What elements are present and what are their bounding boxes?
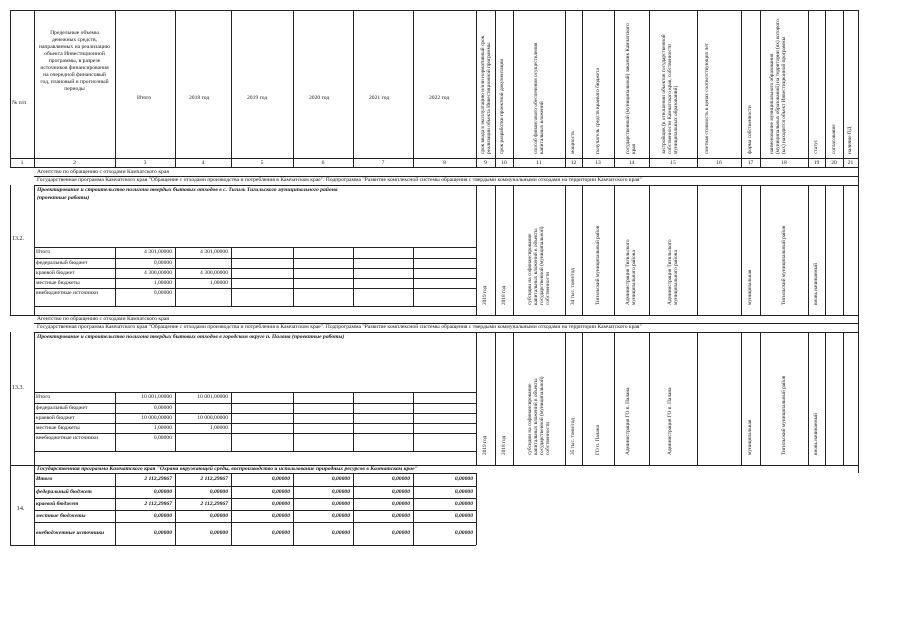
finance-total: 0,00000	[153, 488, 172, 495]
header-2019: 2019 год	[247, 95, 268, 101]
finance-label: Итого	[36, 393, 51, 400]
header-c12: мощность	[570, 131, 577, 154]
column-number: 16	[716, 159, 722, 166]
table-rule	[34, 185, 35, 315]
table-rule	[858, 10, 859, 167]
header-2018: 2018 год	[189, 95, 210, 101]
finance-label: краевой бюджет	[36, 500, 79, 507]
table-rule	[808, 332, 809, 465]
table-rule	[353, 392, 354, 451]
table-rule	[10, 185, 11, 315]
finance-total: 0,00000	[153, 404, 172, 411]
header-c18: наименование муниципального образования (муниципальных образований) на территории (ях) которого (ых) находится объект Инвестиционной программы	[768, 19, 787, 154]
finance-2018: 1,00000	[209, 279, 228, 286]
table-rule	[34, 498, 476, 499]
finance-y2021: 0,00000	[391, 488, 410, 495]
table-rule	[293, 392, 294, 451]
finance-y2020: 0,00000	[331, 488, 350, 495]
finance-2018: 4 301,00000	[200, 248, 228, 255]
table-rule	[34, 185, 858, 186]
finance-total: 10 000,00000	[141, 414, 172, 421]
cell-c14: Администрация Тигильского муниципального района	[625, 239, 638, 305]
table-rule	[697, 10, 698, 167]
finance-label: местные бюджеты	[36, 512, 86, 519]
finance-label: местные бюджеты	[36, 279, 80, 286]
header-2021: 2021 год	[369, 95, 390, 101]
finance-total: 0,00000	[153, 530, 172, 536]
table-rule	[495, 185, 496, 315]
column-number: 17	[747, 159, 754, 166]
table-rule	[175, 392, 176, 451]
finance-2018: 10 001,00000	[197, 393, 228, 400]
table-rule	[760, 185, 761, 315]
table-rule	[413, 247, 414, 306]
finance-label: внебюджетные источники	[36, 289, 99, 296]
finance-y2022: 0,00000	[454, 512, 473, 519]
agency-title: Агентство по обращению с отходами Камчатского края	[37, 168, 169, 175]
table-rule	[582, 332, 583, 465]
table-rule	[843, 332, 844, 465]
header-description: Предельные объемы денежных средств, направляемых на реализацию объекта Инвестиционной программы, в разрезе источников финансирования на очередной финансовый год, плановый и прогнозный периоды	[39, 30, 110, 92]
table-rule	[34, 473, 476, 474]
column-number: 8	[443, 159, 446, 166]
table-rule	[565, 185, 566, 315]
table-rule	[413, 392, 414, 451]
finance-total: 0,00000	[153, 289, 172, 296]
table-rule	[808, 10, 809, 167]
program-title: Государственная программа Камчатского края "Обращение с отходами производства и потребления в Камчатском крае". Подпрограмма "Развитие комплексной системы обращения с твердыми коммунальными отходами на территории Камчатского края"	[37, 177, 642, 183]
finance-y2021: 0,00000	[391, 512, 410, 519]
table-rule	[649, 10, 650, 167]
table-rule	[10, 465, 11, 545]
table-rule	[649, 332, 650, 465]
finance-y2021: 0,00000	[391, 476, 410, 482]
agency-title: Агентство по обращению с отходами Камчатского края	[37, 315, 169, 322]
finance-y2020: 0,00000	[331, 476, 350, 482]
column-number: 4	[201, 159, 205, 166]
cell-c15: Администрация Тигильского муниципального района	[666, 239, 679, 305]
finance-y2019: 0,00000	[271, 530, 290, 536]
cell-c17: муниципальная	[747, 419, 754, 455]
finance-total: 0,00000	[153, 259, 172, 266]
finance-total: 1,00000	[153, 279, 172, 286]
finance-total: 1,00000	[153, 424, 172, 431]
project-title: Проектирование и строительство полигона твердых бытовых отходов в городском округе п. Палана (проектные работы)	[37, 334, 345, 340]
cell-c19: вновь начинаемый	[813, 263, 820, 305]
table-rule	[582, 185, 583, 315]
table-rule	[513, 332, 514, 465]
column-number: 18	[781, 159, 787, 166]
finance-label: внебюджетные источники	[36, 434, 99, 441]
finance-y2018: 2 112,29867	[200, 476, 228, 482]
column-number: 6	[321, 159, 325, 166]
table-rule	[858, 167, 859, 465]
header-c15: застройщик (в отношении объектов государственной собственности Камчатского края, собственности муниципальных образований)	[660, 34, 679, 154]
column-number: 14	[628, 159, 635, 166]
header-c14: государственный (муниципальный) заказчик Камчатского края	[625, 23, 638, 154]
column-number: 10	[501, 159, 507, 166]
table-rule	[10, 545, 476, 546]
program-title: Государственная программа Камчатского края "Обращение с отходами производства и потребления в Камчатском крае". Подпрограмма "Развитие комплексной системы обращения с твердыми коммунальными отходами на территории Камчатского края"	[37, 324, 642, 330]
table-rule	[175, 10, 176, 167]
column-number: 3	[143, 159, 147, 166]
table-rule	[697, 185, 698, 315]
finance-y2019: 0,00000	[271, 512, 290, 519]
table-rule	[34, 332, 858, 333]
table-rule	[34, 332, 35, 465]
cell-c17: муниципальная	[747, 269, 754, 305]
table-rule	[513, 185, 514, 315]
column-number: 9	[484, 159, 487, 166]
finance-label: местные бюджеты	[36, 424, 80, 431]
header-c11: способ финансового обеспечения осуществления капитальных вложений	[532, 42, 545, 154]
table-rule	[293, 247, 294, 306]
cell-c11: субсидии на софинансирование капитальных вложений в объекты государственной (муниципальной) собственности	[526, 376, 551, 455]
finance-total: 4 301,00000	[144, 248, 172, 255]
table-rule	[760, 10, 761, 167]
column-number: 15	[670, 159, 676, 166]
table-rule	[858, 465, 859, 473]
table-rule	[614, 10, 615, 167]
finance-label: федеральный бюджет	[36, 404, 88, 411]
finance-2018: 1,00000	[209, 424, 228, 431]
table-rule	[293, 10, 294, 167]
column-number: 19	[813, 159, 820, 166]
finance-y2019: 0,00000	[271, 488, 290, 495]
finance-total: 10 001,00000	[141, 393, 172, 400]
finance-y2018: 0,00000	[209, 530, 228, 536]
finance-total: 2 112,29867	[144, 476, 172, 482]
finance-y2022: 0,00000	[454, 500, 473, 507]
finance-label: федеральный бюджет	[36, 259, 88, 266]
header-c19: статус	[813, 139, 820, 154]
table-rule	[741, 10, 742, 167]
table-rule	[741, 185, 742, 315]
table-rule	[353, 247, 354, 306]
finance-y2020: 0,00000	[331, 500, 350, 507]
project-subtitle: (проектные работы)	[37, 195, 90, 201]
finance-y2020: 0,00000	[331, 530, 350, 536]
table-rule	[495, 10, 496, 167]
header-c17: форма собственности	[747, 105, 754, 154]
header-total: Итого	[137, 95, 152, 101]
cell-c19: вновь начинаемый	[813, 413, 820, 455]
finance-label: Итого	[36, 476, 53, 482]
table-rule	[565, 332, 566, 465]
column-number: 21	[847, 159, 854, 166]
cell-c12: 34 тыс. тонн/год	[570, 268, 577, 305]
finance-total: 0,00000	[153, 434, 172, 441]
table-rule	[741, 332, 742, 465]
table-rule	[843, 10, 844, 167]
table-rule	[825, 332, 826, 465]
table-rule	[115, 247, 116, 306]
header-2020: 2020 год	[309, 95, 330, 101]
column-number: 13	[595, 159, 601, 166]
header-c9: срок ввода в эксплуатацию и/или нормативный срок реализации объекта Инвестиционной программы	[480, 35, 493, 154]
column-number: 2	[73, 159, 76, 166]
finance-label: Итого	[36, 248, 51, 255]
column-number: 20	[831, 159, 837, 166]
program-title: Государственная программа Камчатского края "Охрана окружающей среды, воспроизводство и использование природных ресурсов в Камчатском крае"	[37, 466, 418, 472]
table-rule	[10, 10, 11, 167]
finance-y2022: 0,00000	[454, 476, 473, 482]
cell-c10: 2018 год	[500, 435, 507, 455]
table-rule	[34, 465, 35, 545]
cell-c9: 2019 год	[482, 435, 489, 455]
table-rule	[614, 185, 615, 315]
header-c10: срок разработки проектной документации	[499, 58, 505, 154]
finance-label: федеральный бюджет	[36, 488, 92, 495]
cell-c13: ГО п. Палана	[594, 425, 601, 455]
column-number: 11	[536, 159, 542, 166]
finance-y2018: 0,00000	[209, 512, 228, 519]
table-rule	[495, 332, 496, 465]
column-number: 7	[381, 159, 385, 166]
finance-total: 4 300,00000	[144, 269, 172, 276]
finance-y2021: 0,00000	[391, 500, 410, 507]
finance-label: краевой бюджет	[36, 414, 75, 421]
finance-y2019: 0,00000	[271, 476, 290, 482]
finance-y2020: 0,00000	[331, 512, 350, 519]
table-rule	[760, 332, 761, 465]
header-2022: 2022 год	[429, 95, 450, 101]
table-rule	[34, 306, 476, 307]
finance-2018: 4 300,00000	[200, 269, 228, 276]
finance-total: 0,00000	[153, 512, 172, 519]
project-title: Проектирование и строительство полигона твердых бытовых отходов в с. Тигиль Тигильского муниципального района	[37, 187, 338, 193]
table-rule	[649, 185, 650, 315]
cell-c13: Тигильский муниципальный район	[594, 225, 601, 305]
header-num: № п/п	[12, 100, 27, 106]
table-rule	[231, 247, 232, 306]
cell-c10: 2018 год	[500, 285, 507, 305]
cell-c18: Тигильский муниципальный район	[780, 375, 787, 455]
finance-y2018: 2 112,29867	[200, 500, 228, 507]
table-rule	[476, 185, 477, 315]
row-number: 14.	[17, 506, 25, 512]
table-rule	[10, 10, 858, 11]
table-rule	[231, 392, 232, 451]
table-rule	[825, 185, 826, 315]
finance-y2021: 0,00000	[391, 530, 410, 536]
table-rule	[565, 10, 566, 167]
header-c20: согласование	[830, 124, 837, 154]
table-rule	[476, 332, 477, 465]
finance-y2022: 0,00000	[454, 530, 473, 536]
cell-c15: Администрация ГО п. Палана	[666, 387, 673, 455]
header-c13: получатель средств краевого бюджета	[594, 68, 601, 154]
table-rule	[34, 510, 476, 511]
table-rule	[115, 392, 116, 451]
header-c21: наличие ПД	[847, 126, 854, 154]
finance-2018: 10 000,00000	[197, 414, 228, 421]
table-rule	[10, 332, 11, 465]
table-rule	[808, 185, 809, 315]
column-number: 5	[260, 159, 264, 166]
table-rule	[34, 486, 476, 487]
finance-y2019: 0,00000	[271, 500, 290, 507]
finance-y2022: 0,00000	[454, 488, 473, 495]
table-rule	[34, 451, 476, 452]
finance-y2018: 0,00000	[209, 488, 228, 495]
table-rule	[513, 10, 514, 167]
table-rule	[476, 10, 477, 167]
cell-c9: 2019 год	[482, 285, 489, 305]
table-rule	[843, 185, 844, 315]
column-number: 12	[570, 159, 577, 166]
row-number: 13.3.	[12, 384, 24, 391]
finance-label: внебюджетные источники	[36, 530, 105, 536]
finance-label: краевой бюджет	[36, 269, 75, 276]
table-rule	[825, 10, 826, 167]
cell-c11: субсидии на софинансирование капитальных вложений в объекты государственной (муниципальной) собственности	[526, 226, 551, 305]
table-rule	[34, 522, 476, 523]
cell-c12: 35 тыс. тонн/год	[570, 418, 577, 455]
table-rule	[175, 247, 176, 306]
investment-program-table	[10, 10, 858, 545]
table-rule	[413, 10, 414, 167]
table-rule	[34, 10, 35, 167]
finance-total: 2 112,29867	[144, 500, 172, 507]
table-rule	[582, 10, 583, 167]
column-number: 1	[20, 159, 24, 166]
table-rule	[353, 10, 354, 167]
header-c16: сметная стоимость в ценах соответствующих лет	[703, 43, 710, 154]
table-rule	[614, 332, 615, 465]
cell-c14: Администрация ГО п. Палана	[625, 387, 632, 455]
row-number: 13.2.	[12, 236, 24, 242]
table-rule	[476, 473, 477, 545]
table-rule	[231, 10, 232, 167]
table-rule	[697, 332, 698, 465]
cell-c18: Тигильский муниципальный район	[780, 225, 787, 305]
table-rule	[115, 10, 116, 167]
